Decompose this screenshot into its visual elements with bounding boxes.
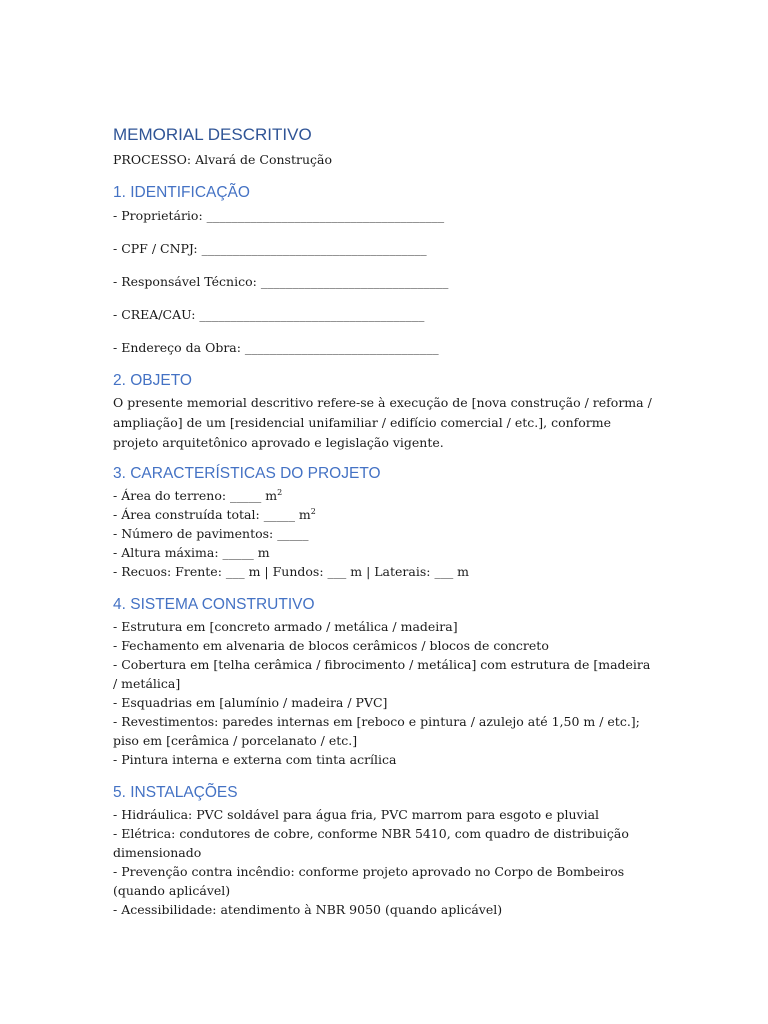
section-heading-objeto: 2. OBJETO xyxy=(113,372,192,389)
squared-superscript: 2 xyxy=(277,488,283,497)
list-item: - Acessibilidade: atendimento à NBR 9050 (quando aplicável) xyxy=(113,902,503,917)
section-heading-instalacoes: 5. INSTALAÇÕES xyxy=(113,784,238,801)
altura-maxima: - Altura máxima: _____ m xyxy=(113,545,270,560)
list-item: - Revestimentos: paredes internas em [reboco e pintura / azulejo até 1,50 m / etc.]; piso em [cerâmica / porcelanato / etc.] xyxy=(113,714,640,748)
list-item: - Elétrica: condutores de cobre, conforme NBR 5410, com quadro de distribuição dimensionado xyxy=(113,826,629,860)
list-item: - Fechamento em alvenaria de blocos cerâmicos / blocos de concreto xyxy=(113,638,549,653)
section-heading-caracteristicas: 3. CARACTERÍSTICAS DO PROJETO xyxy=(113,465,381,482)
list-item: - Estrutura em [concreto armado / metálica / madeira] xyxy=(113,619,458,634)
numero-pavimentos: - Número de pavimentos: _____ xyxy=(113,526,309,541)
list-item: - Hidráulica: PVC soldável para água fria, PVC marrom para esgoto e pluvial xyxy=(113,807,600,822)
list-item: - Prevenção contra incêndio: conforme projeto aprovado no Corpo de Bombeiros (quando aplicável) xyxy=(113,864,625,898)
field-cpf-cnpj: - CPF / CNPJ: ____________________________________ xyxy=(113,241,427,256)
recuos: - Recuos: Frente: ___ m | Fundos: ___ m | Laterais: ___ m xyxy=(113,564,470,579)
field-crea-cau: - CREA/CAU: ____________________________________ xyxy=(113,307,425,322)
area-construida-text: - Área construída total: _____ m xyxy=(113,507,311,522)
field-endereco-obra: - Endereço da Obra: _______________________________ xyxy=(113,340,439,355)
section-heading-sistema: 4. SISTEMA CONSTRUTIVO xyxy=(113,596,315,613)
field-responsavel-tecnico: - Responsável Técnico: ______________________________ xyxy=(113,274,449,289)
list-item: - Esquadrias em [alumínio / madeira / PVC] xyxy=(113,695,388,710)
area-construida xyxy=(113,505,653,524)
area-terreno xyxy=(113,486,653,505)
document-title: MEMORIAL DESCRITIVO xyxy=(113,125,312,144)
field-proprietario: - Proprietário: ______________________________________ xyxy=(113,208,445,223)
list-item: - Pintura interna e externa com tinta acrílica xyxy=(113,752,397,767)
list-item: - Cobertura em [telha cerâmica / fibrocimento / metálica] com estrutura de [madeira / metálica] xyxy=(113,657,651,691)
document-page xyxy=(113,124,653,919)
section-heading-identificacao: 1. IDENTIFICAÇÃO xyxy=(113,184,250,201)
area-terreno-text: - Área do terreno: _____ m xyxy=(113,488,278,503)
document-subtitle: PROCESSO: Alvará de Construção xyxy=(113,152,332,167)
squared-superscript: 2 xyxy=(310,507,316,516)
objeto-paragraph: O presente memorial descritivo refere-se à execução de [nova construção / reforma / ampliação] de um [residencial unifamiliar / edifício comercial / etc.], conforme projeto arquitetônico aprovado e legislação vigente. xyxy=(113,395,652,450)
